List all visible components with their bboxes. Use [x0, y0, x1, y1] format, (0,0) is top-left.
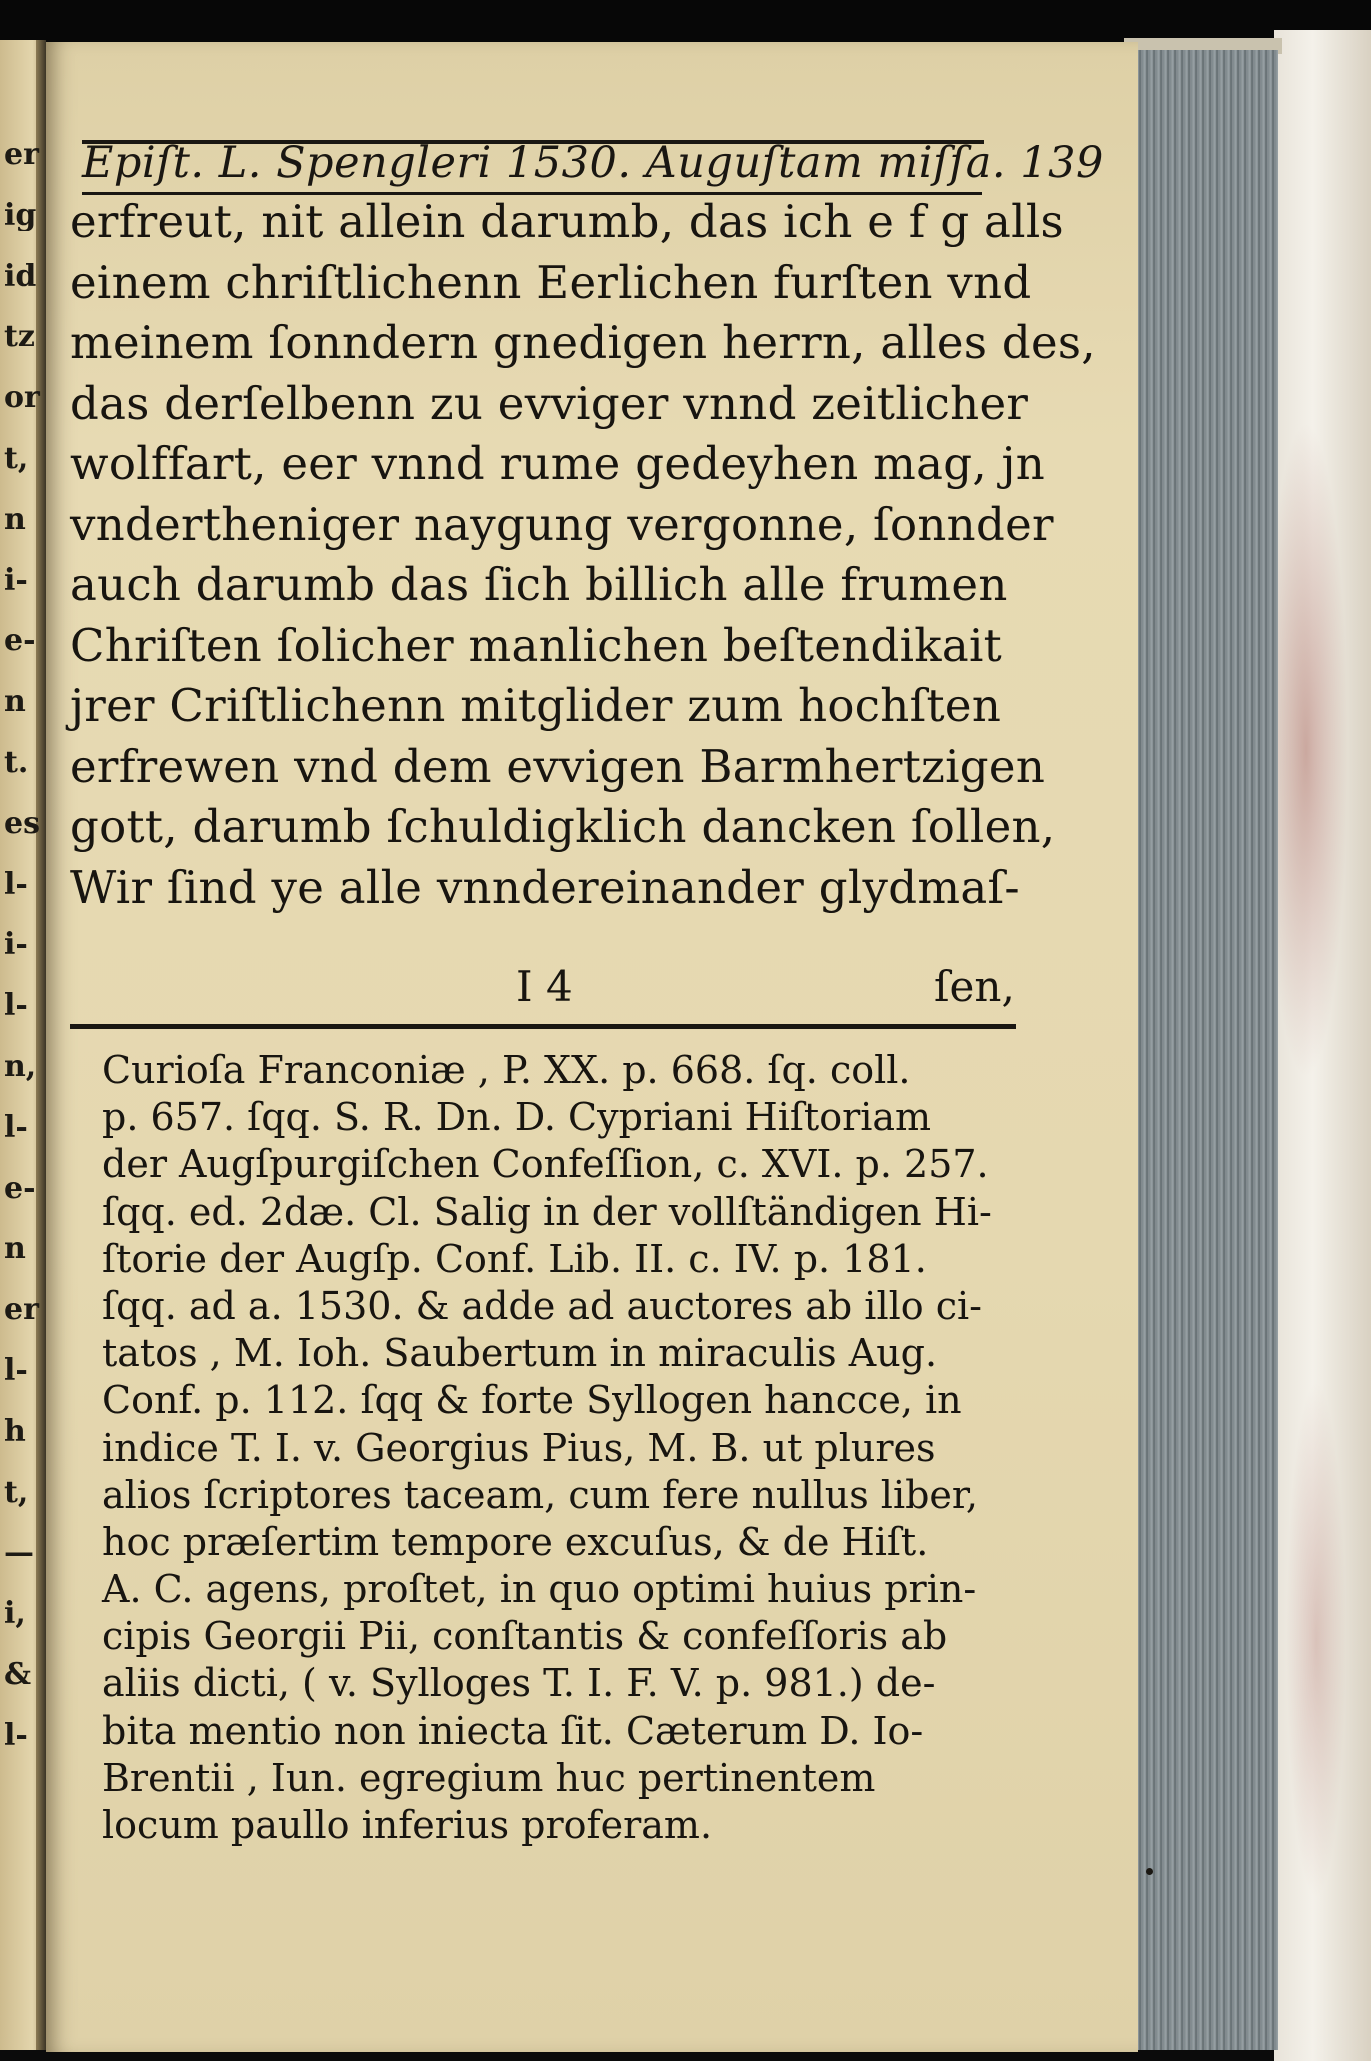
previous-page-fragment: ig [4, 200, 37, 231]
previous-page-fragment: or [4, 383, 40, 414]
previous-page-fragment: n, [4, 1052, 37, 1082]
footnote-line: bita mentio non iniecta ſit. Cæterum D. Io- [102, 1708, 924, 1753]
footnote-line: indice T. I. v. Georgius Pius, M. B. ut plures [102, 1425, 936, 1470]
previous-page-fragment: er [4, 140, 39, 170]
previous-page-margin [0, 40, 46, 2050]
footnote-line: hoc præſertim tempore excuſus, & de Hiſt. [102, 1519, 929, 1564]
previous-page-fragment: id [4, 261, 37, 292]
footnote-line: p. 657. ſqq. S. R. Dn. D. Cypriani Hiſtoriam [102, 1095, 932, 1140]
footnote-line: Brentii , Iun. egregium huc pertinentem [102, 1755, 876, 1800]
footnote-line: ſtorie der Augſp. Conf. Lib. II. c. IV. p. 181. [102, 1236, 927, 1281]
previous-page-fragment: l- [4, 991, 28, 1022]
footnote-line: aliis dicti, ( v. Sylloges T. I. F. V. p. 981.) de- [102, 1661, 936, 1706]
cover-stain [1286, 1380, 1346, 1900]
previous-page-fragment: er [4, 1295, 39, 1326]
footnote-line: tatos , M. Ioh. Saubertum in miraculis Aug. [102, 1331, 938, 1376]
previous-page-fragment: t, [4, 444, 29, 474]
text-line: Wir ſind ye alle vnndereinander glydmaſ- [70, 860, 1020, 914]
footnote-line: Conf. p. 112. ſqq & forte Syllogen hancce, in [102, 1378, 962, 1423]
previous-page-fragment: h [4, 1416, 26, 1447]
previous-page-fragment: n [4, 687, 26, 718]
footnote-line: alios ſcriptores taceam, cum fere nullus liber, [102, 1472, 978, 1517]
previous-page-fragment: l- [4, 1720, 28, 1751]
text-line: erfreut, nit allein darumb, das ich e f g alls [70, 195, 1064, 248]
previous-page-fragment: i- [4, 930, 28, 961]
book-page [46, 42, 1138, 2052]
previous-page-fragment: e- [4, 1173, 36, 1204]
cover-stain [1278, 420, 1348, 1080]
text-line: einem chriſtlichenn Eerlichen furſten vnd [70, 255, 1032, 309]
text-line: auch darumb das ſich billich alle frumen [70, 558, 1008, 611]
previous-page-fragment: e- [4, 626, 36, 657]
footnote-line: Curioſa Franconiæ , P. XX. p. 668. ſq. coll. [102, 1048, 911, 1092]
footnote-line: ſqq. ad a. 1530. & adde ad auctores ab illo ci- [102, 1283, 982, 1328]
signature-mark: I 4 [516, 962, 573, 1011]
previous-page-fragment: t, [4, 1477, 29, 1508]
previous-page-fragment: l- [4, 1356, 28, 1386]
footnote-line: A. C. agens, proſtet, in quo optimi huius prin- [102, 1567, 977, 1612]
text-line: Chriſten ſolicher manlichen beſtendikait [70, 618, 1003, 672]
previous-page-fragment: tz [4, 322, 35, 353]
previous-page-fragment: n [4, 1234, 26, 1265]
footnote-line: ſqq. ed. 2dæ. Cl. Salig in der vollſtändigen Hi- [102, 1189, 992, 1234]
footnote-line: cipis Georgii Pii, conſtantis & confeſſoris ab [102, 1614, 948, 1659]
footnote-line: locum paullo inferius proferam. [102, 1803, 713, 1847]
text-line: wolffart, eer vnnd rume gedeyhen mag, jn [70, 437, 1046, 490]
main-text [70, 192, 1096, 918]
ink-dot [1146, 1868, 1153, 1875]
previous-page-fragment: l- [4, 869, 28, 900]
footnote-rule [70, 1024, 1016, 1029]
footnote-line: der Augſpurgiſchen Confeſſion, c. XVI. p. 257. [102, 1142, 989, 1187]
text-line: erfrewen vnd dem evvigen Barmhertzigen [70, 739, 1046, 793]
previous-page-fragment: & [4, 1660, 32, 1690]
text-line: gott, darumb ſchuldigklich dancken ſollen, [70, 800, 1056, 853]
previous-page-fragment: es [4, 808, 40, 839]
previous-page-fragment: t. [4, 748, 29, 778]
previous-page-fragment: — [4, 1538, 34, 1569]
catchword: ſen, [934, 962, 1015, 1011]
text-line: meinem ſonndern gnedigen herrn, alles des, [70, 316, 1096, 369]
previous-page-fragment: l- [4, 1112, 28, 1143]
text-line: das derſelbenn zu evviger vnnd zeitlicher [70, 376, 1029, 430]
previous-page-fragment: i, [4, 1599, 26, 1630]
page-block-edges [1124, 50, 1278, 2050]
running-header: Epiſt. L. Spengleri 1530. Auguſtam miſſa. 139 [82, 138, 1104, 188]
previous-page-fragment: n [4, 504, 26, 535]
text-line: jrer Criſtlichenn mitglider zum hochſten [70, 679, 1002, 732]
text-line: vndertheniger naygung vergonne, ſonnder [70, 497, 1054, 551]
previous-page-fragment: i- [4, 565, 28, 596]
footnote-text [102, 1047, 1052, 1849]
